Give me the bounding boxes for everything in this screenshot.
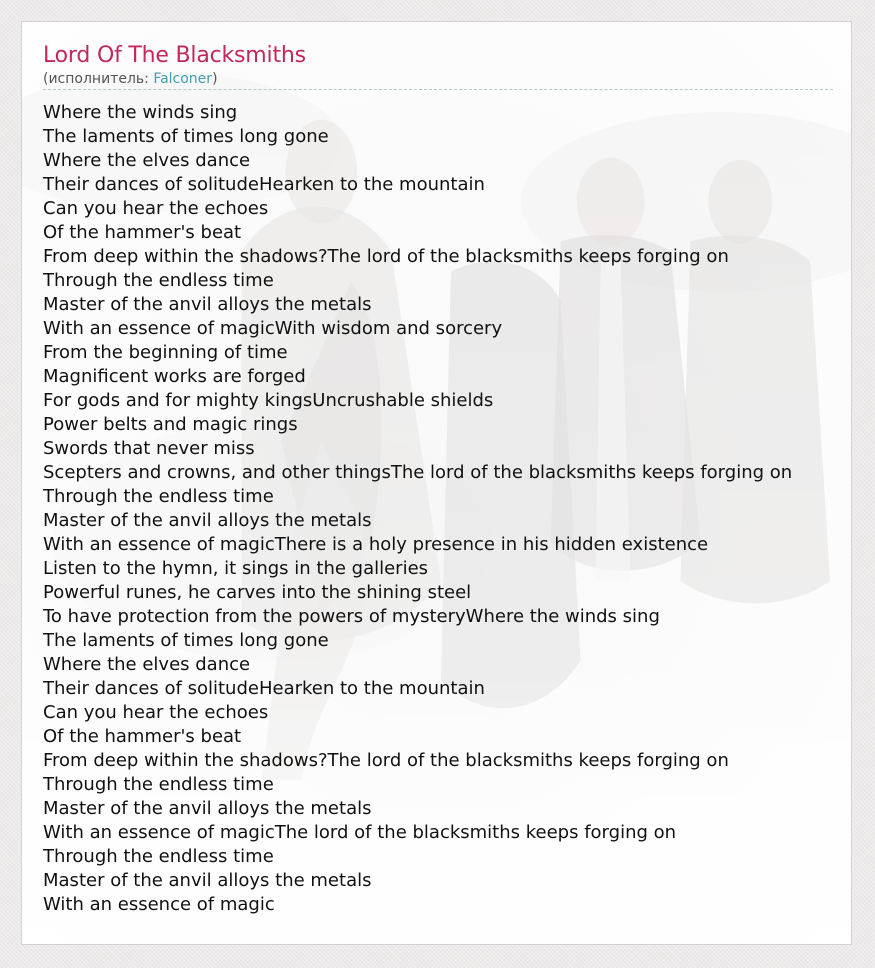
lyric-line: Powerful runes, he carves into the shining steel bbox=[43, 582, 472, 603]
lyric-line: Where the elves dance bbox=[43, 654, 251, 675]
lyric-line: The laments of times long gone bbox=[43, 126, 329, 147]
song-title: Lord Of The Blacksmiths bbox=[43, 43, 306, 68]
lyric-line: From the beginning of time bbox=[43, 342, 288, 363]
lyric-line: Listen to the hymn, it sings in the galleries bbox=[43, 558, 429, 579]
lyric-line: Can you hear the echoes bbox=[43, 702, 269, 723]
lyric-line: Through the endless time bbox=[43, 774, 274, 795]
lyric-line: With an essence of magicThere is a holy presence in his hidden existence bbox=[43, 534, 709, 555]
lyric-line: Magnificent works are forged bbox=[43, 366, 306, 387]
lyric-line: Master of the anvil alloys the metals bbox=[43, 510, 372, 531]
lyric-line: From deep within the shadows?The lord of the blacksmiths keeps forging on bbox=[43, 246, 729, 267]
lyrics-text bbox=[43, 101, 831, 917]
lyric-line: Through the endless time bbox=[43, 270, 274, 291]
lyric-line: Where the elves dance bbox=[43, 150, 251, 171]
lyric-line: Of the hammer's beat bbox=[43, 222, 242, 243]
lyric-line: Of the hammer's beat bbox=[43, 726, 242, 747]
lyric-line: Scepters and crowns, and other thingsThe lord of the blacksmiths keeps forging on bbox=[43, 462, 793, 483]
lyric-line: Their dances of solitudeHearken to the mountain bbox=[43, 678, 485, 699]
lyric-line: Swords that never miss bbox=[43, 438, 255, 459]
lyric-line: Power belts and magic rings bbox=[43, 414, 298, 435]
lyric-line: Where the winds sing bbox=[43, 102, 238, 123]
lyric-line: For gods and for mighty kingsUncrushable shields bbox=[43, 390, 494, 411]
lyric-line: With an essence of magicWith wisdom and sorcery bbox=[43, 318, 503, 339]
lyric-line: Master of the anvil alloys the metals bbox=[43, 798, 372, 819]
lyric-line: The laments of times long gone bbox=[43, 630, 329, 651]
artist-prefix: (исполнитель: bbox=[43, 71, 154, 87]
lyric-line: Their dances of solitudeHearken to the mountain bbox=[43, 174, 485, 195]
lyric-line: Can you hear the echoes bbox=[43, 198, 269, 219]
lyric-line: With an essence of magicThe lord of the blacksmiths keeps forging on bbox=[43, 822, 677, 843]
lyrics-panel bbox=[21, 21, 852, 945]
lyric-line: Through the endless time bbox=[43, 846, 274, 867]
lyric-line: Master of the anvil alloys the metals bbox=[43, 294, 372, 315]
lyric-line: Master of the anvil alloys the metals bbox=[43, 870, 372, 891]
artist-suffix: ) bbox=[212, 71, 218, 87]
lyric-line: With an essence of magic bbox=[43, 894, 275, 915]
lyric-line: Through the endless time bbox=[43, 486, 274, 507]
lyrics-content bbox=[43, 42, 831, 917]
artist-line bbox=[43, 70, 833, 90]
artist-link[interactable]: Falconer bbox=[153, 71, 213, 87]
lyric-line: From deep within the shadows?The lord of the blacksmiths keeps forging on bbox=[43, 750, 729, 771]
lyric-line: To have protection from the powers of mysteryWhere the winds sing bbox=[43, 606, 660, 627]
